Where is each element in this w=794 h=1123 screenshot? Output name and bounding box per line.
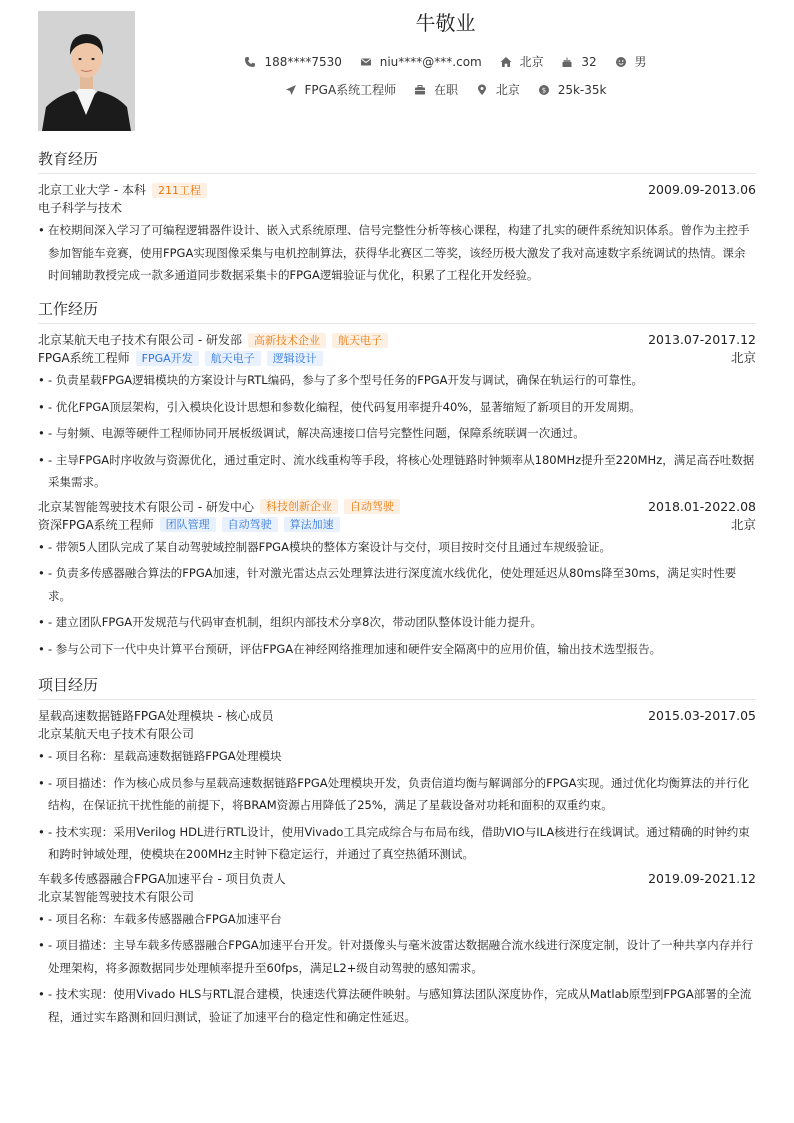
skill-tag: 团队管理 <box>160 517 216 532</box>
position-title: FPGA系统工程师 <box>38 351 130 365</box>
send-icon <box>285 84 297 96</box>
project-entry <box>38 870 756 1029</box>
list-item: • - 负责多传感器融合算法的FPGA加速，针对激光雷达点云处理算法进行深度流水线优化，使处理延迟从80ms降至30ms，满足实时性要求。 <box>38 562 756 607</box>
resume-page <box>38 10 756 1024</box>
company-tag: 航天电子 <box>332 333 388 348</box>
list-item: • - 优化FPGA顶层架构，引入模块化设计思想和参数化编程，使代码复用率提升40%，显著缩短了新项目的开发周期。 <box>38 396 756 419</box>
skill-tag: FPGA开发 <box>136 351 199 366</box>
email-info: niu****@***.com <box>360 55 482 69</box>
avatar <box>38 11 135 131</box>
project-bullets <box>38 908 756 1029</box>
phone-info: 188****7530 <box>244 55 341 69</box>
smile-icon <box>615 56 627 68</box>
project-name-role: 车载多传感器融合FPGA加速平台 - 项目负责人 <box>38 871 286 886</box>
work-bullets <box>38 536 756 661</box>
company-tag: 科技创新企业 <box>260 499 338 514</box>
education-entry <box>38 181 756 287</box>
cake-icon <box>561 56 573 68</box>
list-item: • - 与射频、电源等硬件工程师协同开展板级调试，解决高速接口信号完整性问题，保障系统联调一次通过。 <box>38 422 756 445</box>
residence-info: 北京 <box>500 53 544 70</box>
list-item: • - 参与公司下一代中央计算平台预研，评估FPGA在神经网络推理加速和硬件安全隔离中的应用价值，输出技术选型报告。 <box>38 638 756 661</box>
work-period: 2013.07-2017.12 <box>648 332 756 347</box>
mail-icon <box>360 56 372 68</box>
job-intent-row <box>135 81 756 99</box>
home-icon <box>500 56 512 68</box>
list-item: • - 负责星载FPGA逻辑模块的方案设计与RTL编码，参与了多个型号任务的FPGA开发与调试，确保在轨运行的可靠性。 <box>38 369 756 392</box>
list-item: • - 技术实现：使用Vivado HLS与RTL混合建模，快速迭代算法硬件映射。与感知算法团队深度协作，完成从Matlab原型到FPGA部署的全流程，通过实车路测和回归测试，验证了加速平台的稳定性和确定性延迟。 <box>38 983 756 1028</box>
target-position-info: FPGA系统工程师 <box>285 81 397 98</box>
skill-tag: 自动驾驶 <box>222 517 278 532</box>
list-item: • - 项目名称：星载高速数据链路FPGA处理模块 <box>38 745 756 768</box>
education-bullets <box>38 219 756 287</box>
project-name-role: 星载高速数据链路FPGA处理模块 - 核心成员 <box>38 709 274 723</box>
company-dept: 北京某航天电子技术有限公司 - 研发部 <box>38 333 242 347</box>
project-org: 北京某智能驾驶技术有限公司 <box>38 889 195 904</box>
list-item: • - 技术实现：采用Verilog HDL进行RTL设计，使用Vivado工具完成综合与布局布线，借助VIO与ILA核进行在线调试。通过精确的时钟约束和跨时钟域处理，使模块在200MHz主时钟下稳定运行，并通过了真空热循环测试。 <box>38 821 756 866</box>
education-period: 2009.09-2013.06 <box>648 182 756 197</box>
work-period: 2018.01-2022.08 <box>648 498 756 514</box>
age-info: 32 <box>561 55 596 69</box>
company-tag: 自动驾驶 <box>344 499 400 514</box>
job-status-info: 在职 <box>414 81 458 98</box>
project-org: 北京某航天电子技术有限公司 <box>38 727 195 741</box>
project-period: 2019.09-2021.12 <box>648 870 756 886</box>
location-icon <box>476 84 488 96</box>
list-item: • 在校期间深入学习了可编程逻辑器件设计、嵌入式系统原理、信号完整性分析等核心课程，构建了扎实的硬件系统知识体系。曾作为主控手参加智能车竞赛，使用FPGA实现图像采集与电机控制算法，获得华北赛区二等奖，该经历极大激发了我对高速数字系统调试的热情。课余时间辅助教授完成一款多通道同步数据采集卡的FPGA逻辑验证与优化，积累了工程化开发经验。 <box>38 219 756 287</box>
list-item: • - 主导FPGA时序收敛与资源优化，通过重定时、流水线重构等手段，将核心处理链路时钟频率从180MHz提升至220MHz，满足高吞吐数据采集需求。 <box>38 449 756 494</box>
section-title: 教育经历 <box>38 149 756 174</box>
list-item: • - 项目描述：作为核心成员参与星载高速数据链路FPGA处理模块开发，负责信道均衡与解调部分的FPGA实现。通过优化均衡算法的并行化结构，在保证抗干扰性能的前提下，将BRAM资源占用降低了25%，满足了星载设备对功耗和面积的双重约束。 <box>38 772 756 817</box>
projects-section <box>38 675 756 1032</box>
resume-header <box>38 10 756 132</box>
list-item: • - 带领5人团队完成了某自动驾驶域控制器FPGA模块的整体方案设计与交付，项目按时交付且通过车规级验证。 <box>38 536 756 559</box>
work-entry <box>38 498 756 661</box>
money-icon <box>538 84 550 96</box>
list-item: • - 项目描述：主导车载多传感器融合FPGA加速平台开发。针对摄像头与毫米波雷达数据融合流水线进行深度定制，设计了一种共享内存并行处理架构，将多源数据同步处理帧率提升至60fps，满足L2+级自动驾驶的感知需求。 <box>38 934 756 979</box>
list-item: • - 项目名称：车载多传感器融合FPGA加速平台 <box>38 908 756 931</box>
education-section <box>38 149 756 291</box>
company-tag: 高新技术企业 <box>248 333 326 348</box>
project-bullets <box>38 745 756 866</box>
skill-tag: 算法加速 <box>284 517 340 532</box>
list-item: • - 建立团队FPGA开发规范与代码审查机制，组织内部技术分享8次，带动团队整体设计能力提升。 <box>38 611 756 634</box>
salary-info: $ 25k-35k <box>538 83 607 97</box>
svg-text:$: $ <box>541 86 546 95</box>
work-city: 北京 <box>730 516 756 532</box>
target-city-info: 北京 <box>476 81 520 98</box>
briefcase-icon <box>414 84 426 96</box>
company-dept: 北京某智能驾驶技术有限公司 - 研发中心 <box>38 499 254 514</box>
section-title: 工作经历 <box>38 299 756 324</box>
work-section <box>38 299 756 664</box>
project-period: 2015.03-2017.05 <box>648 708 756 723</box>
work-bullets <box>38 369 756 494</box>
project-entry <box>38 707 756 866</box>
position-title: 资深FPGA系统工程师 <box>38 517 154 532</box>
school-tag: 211工程 <box>152 183 207 198</box>
skill-tag: 航天电子 <box>205 351 261 366</box>
phone-icon <box>244 56 256 68</box>
major: 电子科学与技术 <box>38 201 123 215</box>
work-entry <box>38 331 756 494</box>
work-city: 北京 <box>730 350 756 365</box>
gender-info: 男 <box>615 53 647 70</box>
section-title: 项目经历 <box>38 675 756 700</box>
candidate-name: 牛敬业 <box>415 11 476 35</box>
school-degree: 北京工业大学 - 本科 <box>38 183 146 197</box>
contact-info-row <box>135 53 756 71</box>
skill-tag: 逻辑设计 <box>267 351 323 366</box>
